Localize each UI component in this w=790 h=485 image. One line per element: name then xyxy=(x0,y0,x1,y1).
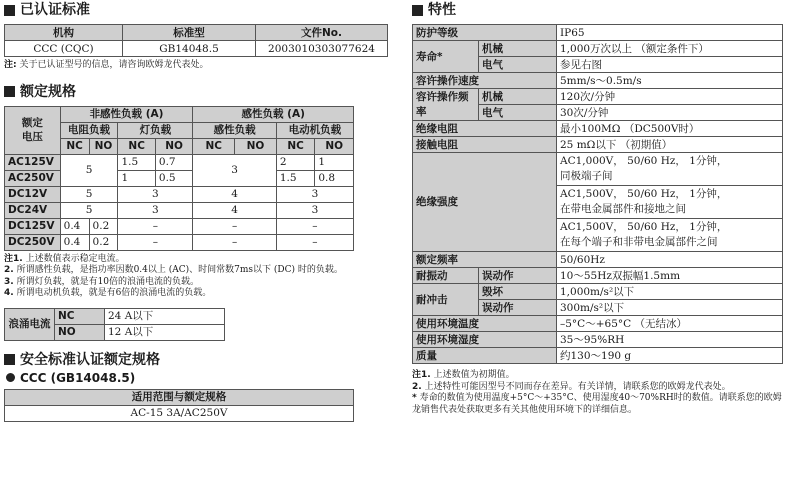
no-header: NO xyxy=(315,138,354,154)
char-label: 接触电阻 xyxy=(413,137,557,153)
chars-section-title: 特性 xyxy=(412,0,786,20)
char-label: 使用环境温度 xyxy=(413,316,557,332)
rating-cell: 0.4 xyxy=(60,218,89,234)
rating-cell: – xyxy=(276,234,353,250)
chars-note: 注1. 上述数值为初期值。 xyxy=(412,370,515,380)
section-square-icon xyxy=(412,5,423,16)
nc-header: NC xyxy=(118,138,155,154)
nc-header: NC xyxy=(60,138,89,154)
cert-table xyxy=(4,24,388,57)
safety-section-title: 安全标准认证额定规格 xyxy=(4,350,390,370)
char-value: AC1,500V， 50/60 Hz， 1分钟， 在每个端子和非带电金属部件之间 xyxy=(557,219,783,252)
char-value: 1,000m/s²以下 xyxy=(557,284,783,300)
rating-cell: 4 xyxy=(193,186,276,202)
safety-value: AC-15 3A/AC250V xyxy=(5,405,354,421)
rated-voltage-header: 额定 电压 xyxy=(5,106,61,154)
chars-notes xyxy=(412,370,782,416)
rating-cell: 4 xyxy=(193,202,276,218)
char-label: 额定频率 xyxy=(413,252,557,268)
rating-cell: 0.2 xyxy=(89,218,118,234)
char-value: 最小100MΩ （DC500V时） xyxy=(557,121,783,137)
rating-cell: 3 xyxy=(118,186,193,202)
no-header: NO xyxy=(235,138,277,154)
char-label: 耐振动 xyxy=(413,268,479,284)
char-value: 35～95%RH xyxy=(557,332,783,348)
char-sublabel: 机械 xyxy=(479,41,557,57)
rating-cell: 2 xyxy=(276,154,315,170)
chars-note: 2. 上述特性可能因型号不同而存在差异。有关详情，请联系您的欧姆龙代表处。 xyxy=(412,381,731,392)
rating-cell: 0.4 xyxy=(60,234,89,250)
safety-header: 适用范围与额定规格 xyxy=(5,389,354,405)
cert-header-standard: 标准型 xyxy=(123,25,256,41)
char-value: 1,000万次以上 （额定条件下） xyxy=(557,41,783,57)
no-header: NO xyxy=(89,138,118,154)
cert-header-file: 文件No. xyxy=(256,25,388,41)
char-label: 容许操作频率 xyxy=(413,89,479,121)
rating-cell: 3 xyxy=(118,202,193,218)
inrush-nc-label: NC xyxy=(55,308,105,324)
rating-cell: 3 xyxy=(193,154,276,186)
char-value: 120次/分钟 xyxy=(557,89,783,105)
rating-cell: – xyxy=(276,218,353,234)
ratings-notes xyxy=(4,254,390,300)
char-label: 防护等级 xyxy=(413,25,557,41)
section-square-icon xyxy=(4,86,15,97)
inrush-no-label: NO xyxy=(55,324,105,340)
char-value: –5°C～+65°C （无结冰） xyxy=(557,316,783,332)
section-square-icon xyxy=(4,5,15,16)
char-sublabel: 机械 xyxy=(479,89,557,105)
char-label: 使用环境湿度 xyxy=(413,332,557,348)
char-value: IP65 xyxy=(557,25,783,41)
nc-header: NC xyxy=(276,138,315,154)
safety-table xyxy=(4,389,354,422)
ratings-note: 4. 所谓电动机负载，就是有6倍的浪涌电流的负载。 xyxy=(4,288,212,298)
inrush-table xyxy=(4,308,225,341)
cert-note: 注: 关于已认证型号的信息，请咨询欧姆龙代表处。 xyxy=(4,60,209,70)
rating-cell: 5 xyxy=(60,202,118,218)
char-sublabel: 误动作 xyxy=(479,268,557,284)
rating-cell: 3 xyxy=(276,186,353,202)
char-label: 绝缘强度 xyxy=(413,153,557,252)
voltage-label: DC12V xyxy=(5,186,61,202)
rating-cell: 1.5 xyxy=(276,170,315,186)
section-square-icon xyxy=(4,354,15,365)
cert-header-org: 机构 xyxy=(5,25,123,41)
voltage-label: AC250V xyxy=(5,170,61,186)
char-value: 10～55Hz双振幅1.5mm xyxy=(557,268,783,284)
rating-cell: 0.8 xyxy=(315,170,354,186)
char-value: 50/60Hz xyxy=(557,252,783,268)
char-value: 参见右图 xyxy=(557,57,783,73)
inrush-label: 浪涌电流 xyxy=(5,308,55,340)
voltage-label: DC250V xyxy=(5,234,61,250)
rating-cell: 3 xyxy=(276,202,353,218)
char-value: 约130～190 g xyxy=(557,348,783,364)
voltage-label: DC24V xyxy=(5,202,61,218)
res-load-header: 电阻负载 xyxy=(60,122,118,138)
rating-cell: 0.2 xyxy=(89,234,118,250)
char-label: 质量 xyxy=(413,348,557,364)
char-sublabel: 毁坏 xyxy=(479,284,557,300)
inrush-no-value: 12 A以下 xyxy=(105,324,225,340)
left-column xyxy=(4,0,390,422)
rating-cell: – xyxy=(193,218,276,234)
ratings-note: 注1. 上述数值表示稳定电流。 xyxy=(4,253,125,264)
ratings-table xyxy=(4,106,354,251)
char-label: 绝缘电阻 xyxy=(413,121,557,137)
cert-section-title: 已认证标准 xyxy=(4,0,390,20)
characteristics-table xyxy=(412,24,783,364)
rating-cell: – xyxy=(193,234,276,250)
char-label: 寿命* xyxy=(413,41,479,73)
char-value: 300m/s²以下 xyxy=(557,300,783,316)
rating-cell: 5 xyxy=(60,186,118,202)
indl-load-header: 感性负载 xyxy=(193,122,276,138)
ratings-note: 3. 所谓灯负载，就是有10倍的浪涌电流的负载。 xyxy=(4,276,200,287)
char-label: 耐冲击 xyxy=(413,284,479,316)
rating-cell: – xyxy=(118,234,193,250)
rating-cell: 1 xyxy=(118,170,155,186)
ratings-note: 2. 所谓感性负载，是指功率因数0.4以上 (AC)、时间常数7ms以下 (DC) 时的负载。 xyxy=(4,265,343,275)
chars-note: * 寿命的数值为使用温度+5°C～+35°C、使用湿度40～70%RH时的数值。请联系您的欧姆龙销售代表处获取更多有关其他使用环境下的详细信息。 xyxy=(412,393,782,415)
cert-org: CCC (CQC) xyxy=(5,41,123,57)
char-sublabel: 电气 xyxy=(479,105,557,121)
voltage-label: AC125V xyxy=(5,154,61,170)
nc-header: NC xyxy=(193,138,235,154)
ind-load-header: 感性负载 (A) xyxy=(193,106,354,122)
nonind-load-header: 非感性负载 (A) xyxy=(60,106,193,122)
voltage-label: DC125V xyxy=(5,218,61,234)
rating-cell: – xyxy=(118,218,193,234)
rating-cell: 0.5 xyxy=(155,170,192,186)
char-sublabel: 电气 xyxy=(479,57,557,73)
ratings-section-title: 额定规格 xyxy=(4,82,390,102)
lamp-load-header: 灯负载 xyxy=(118,122,193,138)
char-value: AC1,500V， 50/60 Hz， 1分钟， 在带电金属部件和接地之间 xyxy=(557,186,783,219)
rating-cell: 1.5 xyxy=(118,154,155,170)
char-value: 30次/分钟 xyxy=(557,105,783,121)
rating-cell: 5 xyxy=(60,154,118,186)
char-label: 容许操作速度 xyxy=(413,73,557,89)
rating-cell: 0.7 xyxy=(155,154,192,170)
rating-cell: 1 xyxy=(315,154,354,170)
char-value: AC1,000V， 50/60 Hz， 1分钟， 同极端子间 xyxy=(557,153,783,186)
bullet-dot-icon xyxy=(6,373,15,382)
cert-file: 2003010303077624 xyxy=(256,41,388,57)
right-column xyxy=(412,0,786,416)
char-sublabel: 误动作 xyxy=(479,300,557,316)
char-value: 5mm/s～0.5m/s xyxy=(557,73,783,89)
no-header: NO xyxy=(155,138,192,154)
safety-subsection: CCC (GB14048.5) xyxy=(4,370,390,386)
motor-load-header: 电动机负载 xyxy=(276,122,353,138)
char-value: 25 mΩ以下 （初期值） xyxy=(557,137,783,153)
cert-standard: GB14048.5 xyxy=(123,41,256,57)
inrush-nc-value: 24 A以下 xyxy=(105,308,225,324)
